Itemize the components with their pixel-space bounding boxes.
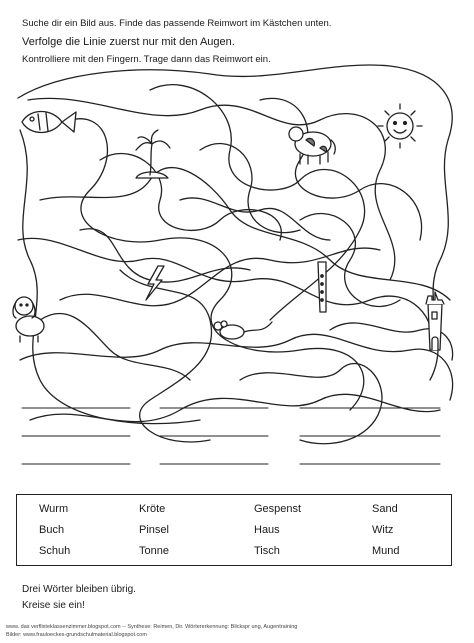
credit-line-2: Bilder: www.frauloeckes-grundschulmaterial.blogspot.com: [6, 632, 147, 638]
instruction-line-2: Verfolge die Linie zuerst nur mit den Augen.: [22, 36, 235, 48]
instruction-line-3: Kontrolliere mit den Fingern. Trage dann das Reimwort ein.: [22, 54, 271, 65]
dog-icon: [13, 297, 44, 342]
word-buch[interactable]: Buch: [39, 523, 65, 536]
palm-island-icon: [136, 130, 170, 178]
flute-icon: [318, 262, 326, 312]
rhyme-word-grid: [39, 499, 443, 561]
sun-icon: [378, 104, 422, 148]
cow-icon: [289, 127, 335, 164]
word-gespenst[interactable]: Gespenst: [254, 503, 302, 516]
mouse-icon: [214, 321, 272, 339]
word-tonne[interactable]: Tonne: [139, 544, 169, 557]
word-kroete[interactable]: Kröte: [139, 503, 166, 516]
fish-icon: [22, 112, 76, 133]
word-schuh[interactable]: Schuh: [39, 544, 71, 557]
word-pinsel[interactable]: Pinsel: [139, 523, 169, 536]
word-mund[interactable]: Mund: [372, 544, 400, 557]
instruction-line-1: Suche dir ein Bild aus. Finde das passende Reimwort im Kästchen unten.: [22, 18, 332, 29]
credit-line-1: www. das verflixteklassenzimmer.blogspot.com -- Synthese: Reimen, Dir. Wörtererkennung: Blickspr ung, Augentraining: [6, 624, 298, 630]
word-witz[interactable]: Witz: [372, 523, 394, 536]
rhyme-word-box: [16, 494, 452, 566]
word-haus[interactable]: Haus: [254, 523, 280, 536]
lightning-icon: [146, 266, 164, 300]
footer-line-2: Kreise sie ein!: [22, 600, 85, 611]
tower-icon: [426, 292, 444, 350]
word-sand[interactable]: Sand: [372, 503, 398, 516]
word-tisch[interactable]: Tisch: [254, 544, 280, 557]
word-wurm[interactable]: Wurm: [39, 503, 69, 516]
footer-line-1: Drei Wörter bleiben übrig.: [22, 584, 136, 595]
